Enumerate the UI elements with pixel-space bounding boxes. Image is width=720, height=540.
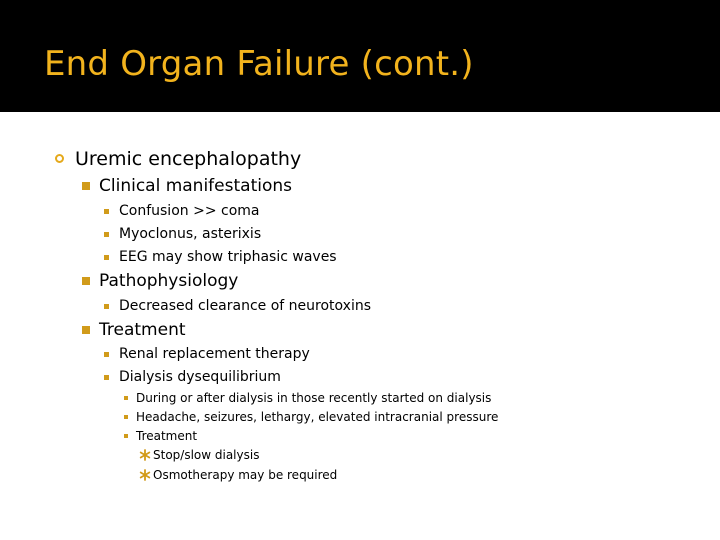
tiny-square-bullet-icon (124, 396, 128, 400)
small-square-bullet-icon (104, 255, 109, 260)
outline-text: Treatment (99, 320, 186, 340)
small-square-bullet-icon (104, 304, 109, 309)
outline-text: Dialysis dysequilibrium (119, 369, 281, 385)
outline-text: Decreased clearance of neurotoxins (119, 298, 372, 314)
small-square-bullet-icon (104, 209, 109, 214)
asterisk-star-icon (139, 449, 151, 461)
outline-text: Stop/slow dialysis (153, 448, 260, 462)
outline-text: Headache, seizures, lethargy, elevated intracranial pressure (136, 410, 499, 424)
title-bar (0, 0, 720, 112)
slide-body (0, 112, 720, 540)
hollow-circle-icon (55, 154, 64, 163)
outline-text: Pathophysiology (99, 271, 239, 291)
outline-text: EEG may show triphasic waves (119, 249, 337, 265)
square-bullet-icon (82, 182, 90, 190)
tiny-square-bullet-icon (124, 415, 128, 419)
outline-text: Myoclonus, asterixis (119, 226, 262, 242)
tiny-square-bullet-icon (124, 434, 128, 438)
square-bullet-icon (82, 326, 90, 334)
outline-text: Clinical manifestations (99, 176, 292, 196)
small-square-bullet-icon (104, 232, 109, 237)
outline-text: Uremic encephalopathy (75, 148, 302, 170)
outline-text: Treatment (136, 429, 198, 443)
slide-title: End Organ Failure (cont.) (44, 44, 474, 84)
square-bullet-icon (82, 277, 90, 285)
small-square-bullet-icon (104, 352, 109, 357)
outline-text: Renal replacement therapy (119, 346, 310, 362)
outline-text: Osmotherapy may be required (153, 468, 338, 482)
asterisk-star-icon (139, 469, 151, 481)
outline-text: During or after dialysis in those recently started on dialysis (136, 391, 492, 405)
small-square-bullet-icon (104, 375, 109, 380)
outline-text: Confusion >> coma (119, 203, 260, 219)
